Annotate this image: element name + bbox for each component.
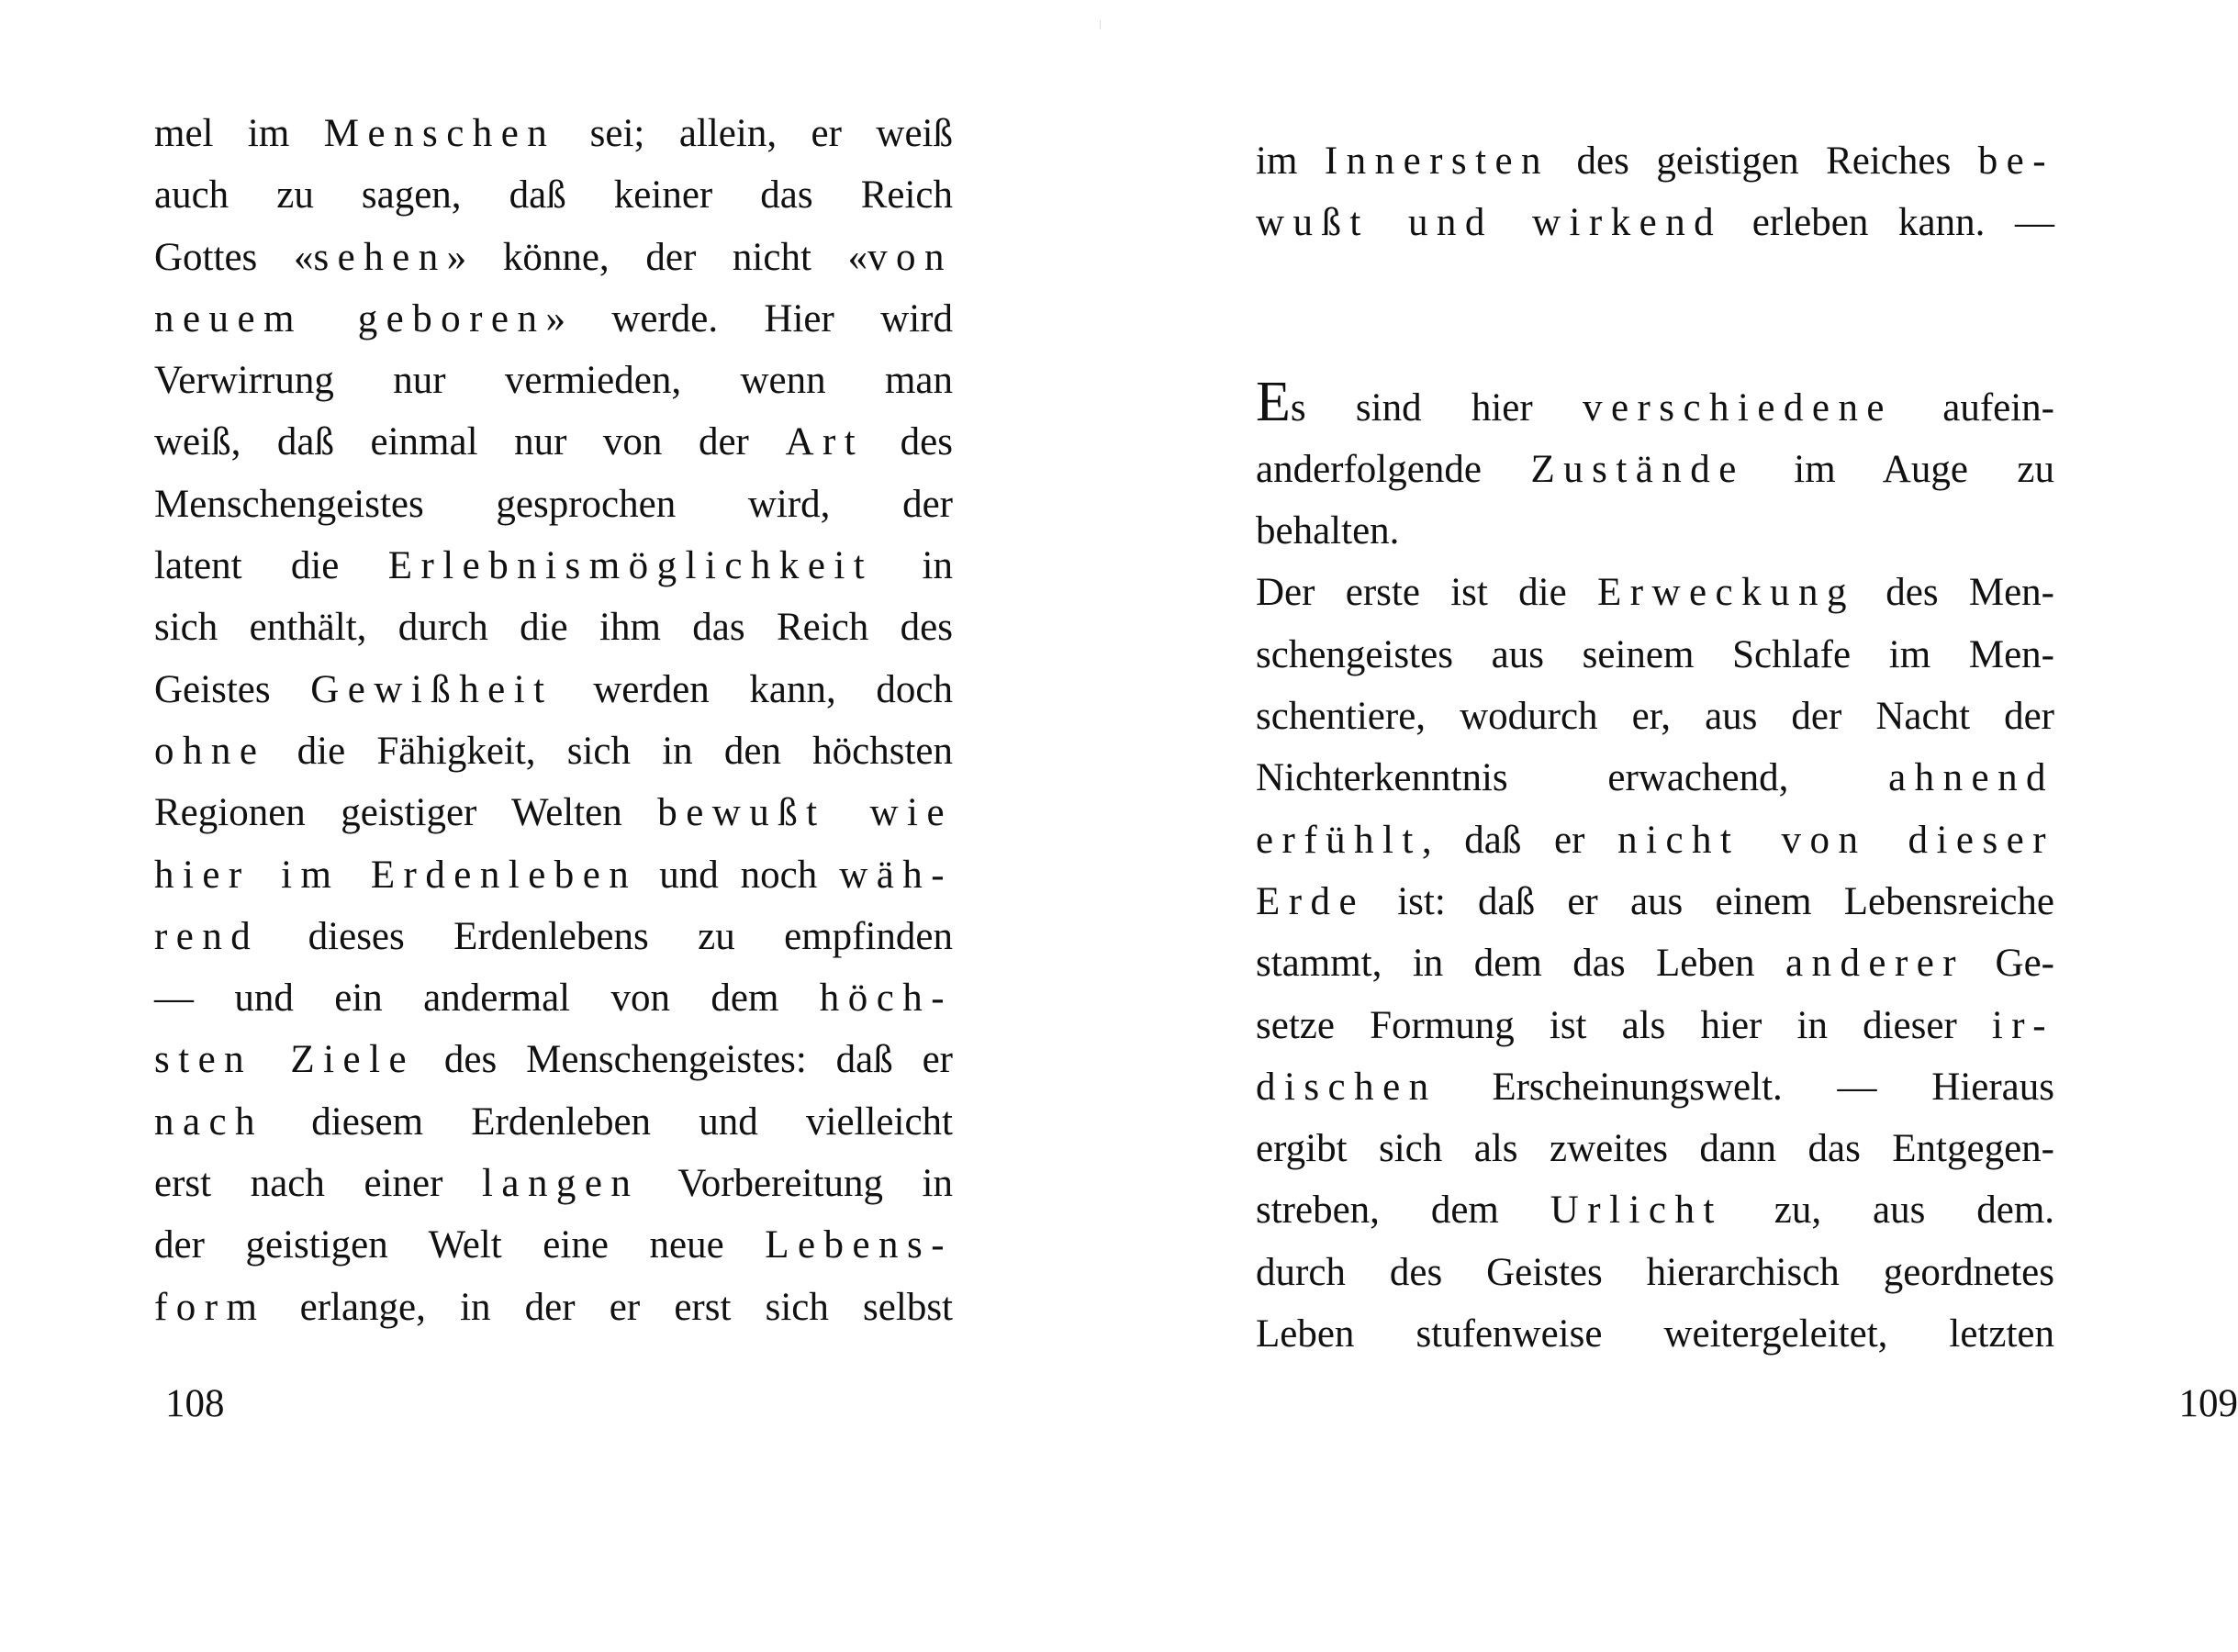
spaced-emphasis-text: be- [1977,140,2054,183]
text-line [154,844,953,906]
spaced-emphasis-text: Erlebnismöglichkeit [387,544,874,588]
spaced-emphasis-text: sten Ziele [154,1038,416,1082]
text-line [1256,995,2054,1056]
spaced-emphasis-text: dischen [1256,1065,1438,1109]
text-segment: im [1256,140,1325,183]
right-page-number: 109 [2178,1382,2238,1425]
text-line [1256,1179,2054,1241]
text-line [154,1091,953,1153]
text-line [154,1029,953,1090]
left-page-text [154,103,953,1338]
text-segment: erlange, in der er erst sich selbst [265,1285,953,1329]
spaced-emphasis-text: Urlicht [1550,1189,1723,1233]
text-segment: anderfolgende [1256,447,1531,491]
text-line [154,288,953,350]
text-segment: streben, dem [1256,1189,1550,1233]
text-segment: die Fähigkeit, sich in den höchsten [265,729,953,773]
text-segment: erleben kann. — [1722,201,2055,245]
text-line [1256,370,2054,439]
text-line [154,967,953,1029]
text-segment: Geistes [154,667,311,711]
spaced-emphasis-text: Art [785,420,865,464]
text-line [1256,871,2054,932]
text-segment: schengeistes aus seinem Schlafe im Men- [1256,632,2054,676]
text-line [154,535,953,597]
text-segment: Leben stufenweise weitergeleitet, letzten [1256,1312,2054,1356]
text-segment: auch zu sagen, daß keiner das Reich [154,173,953,218]
text-line [154,597,953,658]
text-segment: ergibt sich als zweites dann das Entgegen- [1256,1127,2054,1171]
text-segment: des geistigen Reiches [1550,140,1978,183]
text-line [154,350,953,411]
text-line [1256,1118,2054,1179]
text-line [1256,500,2054,562]
spaced-emphasis-text: erfühlt [1256,818,1422,862]
text-segment: Gottes « [154,235,314,279]
text-segment: latent die [154,544,388,588]
text-segment: werden kann, doch [553,667,953,711]
text-line [154,103,953,164]
text-segment: diesem Erdenleben und vielleicht [263,1099,953,1144]
text-line [154,1277,953,1338]
text-line [154,782,953,843]
paragraph-gap [1256,254,2054,377]
text-segment: » könne, der nicht « [446,235,868,279]
text-segment: behalten. [1256,509,1400,553]
text-line [1256,1303,2054,1365]
text-segment: Menschengeistes gesprochen wird, der [154,482,953,526]
spaced-emphasis-text: hier im Erdenleben [154,853,638,897]
text-segment: Regionen geistiger Welten [154,791,658,835]
text-segment: Vorbereitung in [639,1162,953,1206]
spaced-emphasis-text: nicht von dieser [1617,818,2054,862]
spaced-emphasis-text: Lebens- [765,1223,953,1267]
spaced-emphasis-text: nach [154,1099,264,1144]
text-segment: in [873,544,953,588]
left-page [0,0,1102,1652]
text-line [154,474,953,535]
text-segment: dieses Erdenlebens zu empfinden [259,914,953,958]
text-segment: im Auge zu [1744,447,2054,491]
spaced-emphasis-text: Zustände [1530,447,1745,491]
text-segment: des [864,420,954,464]
spaced-emphasis-text: wäh- [839,853,953,897]
text-segment: , daß er [1421,818,1618,862]
text-segment: ist: daß er aus einem Lebensreiche [1365,879,2054,923]
text-segment: des Menschengeistes: daß er [415,1038,954,1082]
drop-cap: E [1256,370,1291,433]
spaced-emphasis-text: ohne [154,729,266,773]
spaced-emphasis-text: Innersten [1324,140,1550,183]
text-segment: Erscheinungswelt. — Hieraus [1437,1065,2054,1109]
spaced-emphasis-text: langen [482,1162,640,1206]
spaced-emphasis-text: Erde [1256,879,1366,923]
text-line [1256,747,2054,809]
text-segment: weiß, daß einmal nur von der [154,420,786,464]
text-line [1256,1242,2054,1303]
text-line [1256,439,2054,500]
text-line [1256,932,2054,994]
text-segment: der geistigen Welt eine neue [154,1223,766,1267]
spaced-emphasis-text: ahnend [1888,756,2054,800]
text-segment: schentiere, wodurch er, aus der Nacht der [1256,695,2054,739]
spaced-emphasis-text: Gewißheit [310,667,554,711]
text-segment: — und ein andermal von dem [154,977,820,1021]
text-segment: aufein- [1892,385,2054,430]
spaced-emphasis-text: ir- [1991,1003,2054,1047]
spaced-emphasis-text: von [867,235,953,279]
text-segment: mel im [154,112,324,155]
text-line [1256,624,2054,686]
spaced-emphasis-text: rend [154,914,260,958]
text-line [154,720,953,782]
spaced-emphasis-text: sehen [313,235,447,279]
text-line [154,227,953,288]
spaced-emphasis-text: Erweckung [1596,571,1855,615]
text-line [154,1214,953,1276]
text-segment: Ge- [1964,942,2054,986]
text-segment: des Men- [1854,571,2054,615]
text-segment: » werde. Hier wird [545,296,953,340]
text-line [1256,562,2054,623]
text-segment: zu, aus dem. [1722,1189,2055,1233]
text-segment: sei; allein, er weiß [555,112,954,155]
text-segment: Nichterkenntnis erwachend, [1256,756,1889,800]
spaced-emphasis-text: form [154,1285,266,1329]
spaced-emphasis-text: höch- [819,977,953,1021]
right-page [1102,0,2238,1652]
text-line [154,906,953,967]
text-line [1256,686,2054,747]
text-segment: und noch [637,853,840,897]
text-segment: Der erste ist die [1256,571,1597,615]
text-line [1256,130,2054,192]
text-line [154,659,953,720]
text-segment: s sind hier [1290,385,1583,430]
text-line [154,164,953,226]
spaced-emphasis-text: anderer [1785,942,1965,986]
text-segment: stammt, in dem das Leben [1256,942,1785,986]
text-line [1256,192,2054,253]
spaced-emphasis-text: Menschen [323,112,556,155]
text-segment: durch des Geistes hierarchisch geordnetes [1256,1250,2054,1294]
text-segment: erst nach einer [154,1162,483,1206]
text-line [154,411,953,473]
spaced-emphasis-text: neuem geboren [154,296,546,340]
text-segment: Verwirrung nur vermieden, wenn man [154,359,953,403]
text-segment: setze Formung ist als hier in dieser [1256,1003,1992,1047]
text-segment: sich enthält, durch die ihm das Reich des [154,606,953,650]
spaced-emphasis-text: wußt und wirkend [1256,201,1723,245]
text-line [154,1153,953,1214]
right-page-text [1256,130,2054,1365]
text-line [1256,809,2054,871]
text-line [1256,1056,2054,1118]
spaced-emphasis-text: bewußt wie [657,791,953,835]
left-page-number: 108 [165,1382,225,1425]
spaced-emphasis-text: verschiedene [1583,385,1893,430]
